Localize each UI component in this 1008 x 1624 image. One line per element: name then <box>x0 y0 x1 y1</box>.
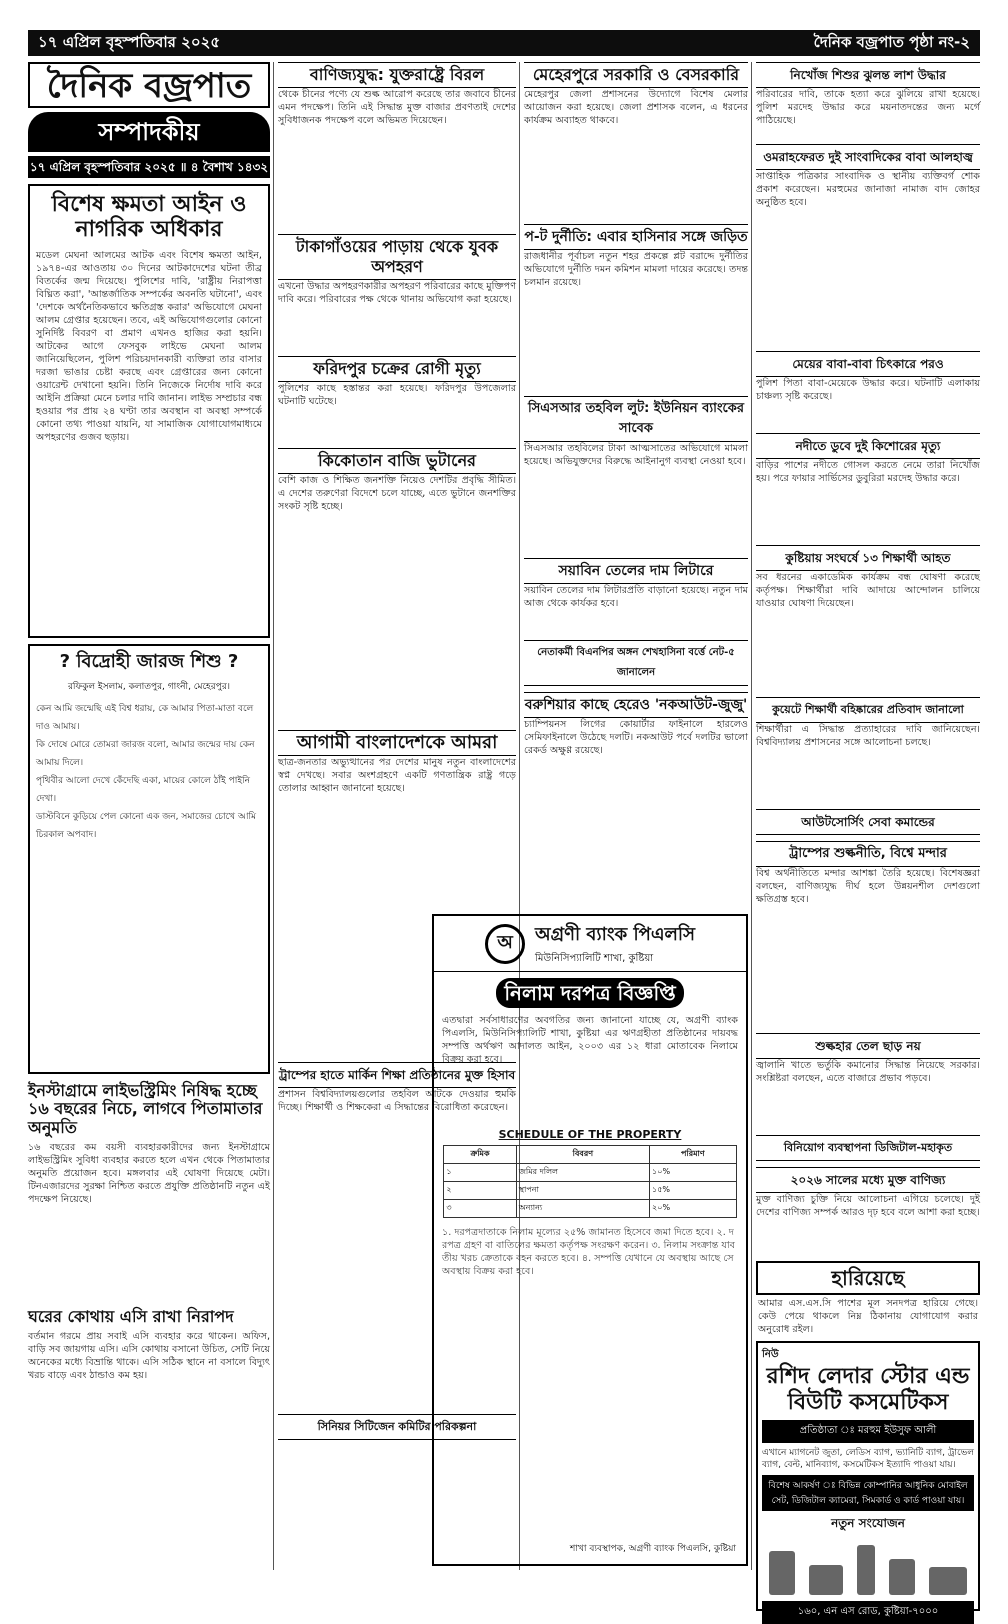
bank-ad-header <box>434 916 746 972</box>
schedule-cell: স্থাপনা <box>516 1182 649 1200</box>
kid-headline: নিখোঁজ শিশুর ঝুলন্ত লাশ উদ্ধার <box>756 62 980 88</box>
lost-notice-body: আমার এস.এস.সি পাশের মূল সনদপত্র হারিয়ে গেছে। কেউ পেয়ে থাকলে নিম্ন ঠিকানায় যোগাযোগ করার অনুরোধ রইল। <box>758 1298 978 1335</box>
outsource-headline: আউটসোর্সিং সেবা কমান্ডের <box>756 809 980 835</box>
schedule-header: ক্রমিক <box>444 1146 516 1164</box>
trump-edu-body: প্রশাসন বিশ্ববিদ্যালয়গুলোর তহবিল আটকে দেওয়ার হুমকি দিচ্ছে। শিক্ষার্থী ও শিক্ষকেরা এ সিদ্ধান্তের বিরোধিতা করেছেন। <box>278 1089 516 1113</box>
shop-address: ১৬০, এন এস রোড, কুষ্টিয়া-৭০০০ <box>762 1601 974 1624</box>
drown-body: বাড়ির পাশের নদীতে গোসল করতে নেমে তারা নিখোঁজ হয়। পরে ফায়ার সার্ভিসের ডুবুরিরা মরদেহ উদ্ধার করে। <box>756 460 980 484</box>
oil-body: সয়াবিন তেলের দাম লিটারপ্রতি বাড়ানো হয়েছে। নতুন দাম আজ থেকে কার্যকর হবে। <box>524 585 748 609</box>
ac-headline: ঘরের কোথায় এসি রাখা নিরাপদ <box>28 1307 234 1326</box>
alumni-headline: নেতাকর্মী বিএনপির অঙ্গন শেখহাসিনা বর্ত্তে নেট-৫ জানালেন <box>524 640 748 686</box>
student-headline: কুয়েটে শিক্ষার্থী বহিষ্কারের প্রতিবাদ জানালো <box>756 697 980 723</box>
shop-ad <box>756 1341 980 1617</box>
schedule-cell: ২০% <box>650 1200 737 1218</box>
faridpur-headline: ফরিদপুর চক্রের রোগী মৃত্যু <box>278 356 516 382</box>
camera-icon <box>809 1565 843 1595</box>
schedule-cell: ১ <box>444 1164 516 1182</box>
journalist-headline: ওমরাহফেরত দুই সাংবাদিকের বাবা আলহাজ্ব <box>756 144 980 170</box>
auction-notice-body: এতদ্বারা সর্বসাধারণের অবগতির জন্য জানানো যাচ্ছে যে, অগ্রণী ব্যাংক পিএলসি, মিউনিসিপ্যালিটি শাখা, কুষ্টিয়া এর ঋণগ্রহীতা প্রতিষ্ঠানের দায়বদ্ধ সম্পত্তি অর্থঋণ আদালত আইন, ২০০৩ এর ১২ ধারা মোতাবেক নিলামে বিক্রয় করা হবে। <box>442 1015 738 1065</box>
top-bar <box>28 30 980 56</box>
schedule-table <box>443 1145 736 1218</box>
bangladesh-headline: আগামী বাংলাদেশকে আমরা <box>278 730 516 756</box>
bank-csr-body: সিএসআর তহবিলের টাকা আত্মসাতের অভিযোগে মামলা হয়েছে। অভিযুক্তদের বিরুদ্ধে আইনানুগ ব্যবস্থা নেওয়া হবে। <box>524 443 748 467</box>
bank-ad-branch: মিউনিসিপ্যালিটি শাখা, কুষ্টিয়া <box>535 952 654 964</box>
bank-auction-ad <box>432 914 748 1566</box>
free-trade-body: মুক্ত বাণিজ্য চুক্তি নিয়ে আলোচনা এগিয়ে চলেছে। দুই দেশের বাণিজ্য সম্পর্ক আরও দৃঢ় হবে বলে আশা করা হচ্ছে। <box>756 1194 980 1218</box>
ac-body: বর্তমান গরমে প্রায় সবাই এসি ব্যবহার করে থাকেন। অফিস, বাড়ি সব জায়গায় এসি। এসি কোথায় বসানো উচিত, সেটি নিয়ে অনেকের মধ্যে বিভ্রান্তি থাকে। এসি সঠিক স্থানে না বসালে বিদ্যুৎ খরচ বাড়ে এবং ঠান্ডাও কম হয়। <box>28 1331 270 1382</box>
bank-ad-name: অগ্রণী ব্যাংক পিএলসি <box>535 923 695 945</box>
kidnap-body: এখনো উদ্ধার অপহরণকারীর অপহরণ পরিবারের কাছে মুক্তিপণ দাবি করে। পরিবারের পক্ষ থেকে থানায় অভিযোগ করা হয়েছে। <box>278 281 516 305</box>
editorial-headline: বিশেষ ক্ষমতা আইন ও নাগরিক অধিকার <box>51 192 247 243</box>
fuel-body: জ্বালানি খাতে ভর্তুকি কমানোর সিদ্ধান্ত নিয়েছে সরকার। সংশ্লিষ্টরা বলছেন, এতে বাজারে প্রভাব পড়বে। <box>756 1060 980 1084</box>
kikat-body: বেশি কাজ ও শিক্ষিত জনশক্তি নিয়েও দেশটির প্রবৃদ্ধি সীমিত। এ দেশের তরুণেরা বিদেশে চলে যাচ্ছে, এতে ভুটানে জনশক্তির সংকট সৃষ্টি হচ্ছে। <box>278 475 516 512</box>
trade-headline: বাণিজ্যযুদ্ধ: যুক্তরাষ্ট্রে বিরল <box>278 62 516 88</box>
editorial-date: ১৭ এপ্রিল বৃহস্পতিবার ২০২৫ ॥ ৪ বৈশাখ ১৪৩২ <box>28 156 270 178</box>
editorial-body: মডেল মেঘনা আলমের আটক এবং বিশেষ ক্ষমতা আইন, ১৯৭৪-এর আওতায় ৩০ দিনের আটকাদেশের ঘটনা তীব্র বিতর্কের জন্ম দিয়েছে। পুলিশের দাবি, 'রাষ্ট্রীয় নিরাপত্তা বিঘ্নিত করা', 'আন্তর্জাতিক সম্পর্কের অবনতি ঘটানো', এবং 'দেশকে অর্থনৈতিকভাবে ক্ষতিগ্রস্ত করার' অভিযোগে মেঘনা আলম গ্রেপ্তার হয়েছেন। তবে, এই অভিযোগগুলোর কোনো সুনির্দিষ্ট বিবরণ বা প্রমাণ এখনও হাজির করা হয়নি। আটকের আগে ফেসবুক লাইভে মেঘনা আলম জানিয়েছিলেন, পুলিশ পরিচয়দানকারী ব্যক্তিরা তার বাসার দরজা ভাঙার চেষ্টা করছে এবং গ্রেপ্তারের জন্য কোনো ওয়ারেন্ট দেখানো হয়নি। তিনি নিজেকে নির্দোষ দাবি করে আইনি প্রক্রিয়া মেনে চলার দাবি জানান। লাইভ সম্প্রচার বন্ধ হওয়ার পর প্রায় ২৪ ঘণ্টা তার অবস্থান বা অবস্থা সম্পর্কে কোনো তথ্য পাওয়া যায়নি, যা সামাজিক যোগাযোগমাধ্যমে অপহরণের গুজব ছড়ায়। <box>36 249 262 443</box>
schedule-cell: জমির দলিল <box>516 1164 649 1182</box>
schedule-header: বিবরণ <box>516 1146 649 1164</box>
meherpur-headline: মেহেরপুরে সরকারি ও বেসরকারি <box>524 62 748 88</box>
journalist-body: সাপ্তাহিক পত্রিকার সাংবাদিক ও স্থানীয় ব্যক্তিবর্গ শোক প্রকাশ করেছেন। মরহুমের জানাজা নামাজ বাদ জোহর অনুষ্ঠিত হবে। <box>756 171 980 208</box>
masthead-title: দৈনিক বজ্রপাত <box>28 62 270 108</box>
shop-special: বিশেষ আকর্ষণ ঃ বিভিন্ন কোম্পানির আধুনিক মোবাইল সেট, ডিজিটাল ক্যামেরা, সিমকার্ড ও কার্ড পাওয়া যায়। <box>762 1475 974 1511</box>
kidnap-headline: টাকাগাঁওয়ের পাড়ায় থেকে যুবক অপহরণ <box>278 234 516 280</box>
poem-title: ? বিদ্রোহী জারজ শিশু ? <box>59 651 239 672</box>
schedule-cell: ১৫% <box>650 1182 737 1200</box>
column-1 <box>28 62 270 1478</box>
phone-icon <box>769 1551 795 1595</box>
faridpur-body: পুলিশের কাছে হস্তান্তর করা হয়েছে। ফরিদপুর উপজেলার ঘটনাটি ঘটেছে। <box>278 383 516 407</box>
bank-logo-icon: অ <box>485 924 525 964</box>
shop-name: রশিদ লেদার স্টোর এন্ড বিউটি কসমেটিকস <box>766 1364 970 1415</box>
auction-notice-title: নিলাম দরপত্র বিজ্ঞপ্তি <box>496 978 683 1008</box>
shop-product-images <box>762 1539 974 1595</box>
senior-committee-headline: সিনিয়র সিটিজেন কমিটির পরিকল্পনা <box>278 1414 516 1440</box>
table-row <box>444 1164 736 1182</box>
student-body: শিক্ষার্থীরা এ সিদ্ধান্ত প্রত্যাহারের দাবি জানিয়েছেন। বিশ্ববিদ্যালয় প্রশাসনের সঙ্গে আলোচনা চলছে। <box>756 724 980 748</box>
shop-new-items: নতুন সংযোজন <box>831 1516 905 1530</box>
trump-tariff-headline: ট্রাম্পের শুল্কনীতি, বিশ্বে মন্দার <box>756 841 980 867</box>
instagram-article <box>28 1082 270 1302</box>
lost-notice-title: হারিয়েছে <box>756 1261 980 1295</box>
schedule-title: SCHEDULE OF THE PROPERTY <box>498 1128 682 1141</box>
bank-csr-headline: সিএসআর তহবিল লুট: ইউনিয়ন ব্যাংকের সাবেক <box>524 396 748 442</box>
investment-headline: বিনিয়োগ ব্যবস্থাপনা ডিজিটাল-মহাকৃত <box>756 1135 980 1161</box>
kikat-headline: কিকোতান বাজি ভুটানের <box>278 448 516 474</box>
mother-body: পুলিশ পিতা বাবা-মেয়েকে উদ্ধার করে। ঘটনাটি এলাকায় চাঞ্চল্য সৃষ্টি করেছে। <box>756 378 980 402</box>
football-headline: বরুশিয়ার কাছে হেরেও 'নকআউট-জুজু' <box>524 692 748 718</box>
poem-lines: কেন আমি জন্মেছি এই বিশ্ব ধরায়, কে আমার পিতা-মাতা বলে দাও আমায়। কি দোষে মোরে তোমরা জারজ বলো, আমার জন্মের দায় কেন আমায় দিলে। পৃথিবীর আলো দেখে কেঁদেছি একা, মায়ের কোলে ঠাঁই পাইনি দেখা। ডাস্টবিনে কুড়িয়ে পেল কোনো এক জন, সমাজের চোখে আমি চিরকাল অপবাদ। <box>36 703 257 840</box>
schedule-cell: ২ <box>444 1182 516 1200</box>
poem-author: রফিকুল ইসলাম, কলাতপুর, গাংনী, মেহেরপুর। <box>67 681 231 692</box>
instagram-body: ১৬ বছরের কম বয়সী ব্যবহারকারীদের জন্য ইনস্টাগ্রামে লাইভস্ট্রিমিং সুবিধা ব্যবহার করতে হলে এখন থেকে পিতামাতার অনুমতি প্রয়োজন হবে। মঙ্গলবার এই ঘোষণা দিয়েছে মেটা। টিনএজারদের সুরক্ষা নিশ্চিত করতে প্রযুক্তি প্রতিষ্ঠানটি নতুন এই পদক্ষেপ নিয়েছে। <box>28 1142 270 1206</box>
kid-body: পরিবারের দাবি, তাকে হত্যা করে ঝুলিয়ে রাখা হয়েছে। পুলিশ মরদেহ উদ্ধার করে ময়নাতদন্তের জন্য মর্গে পাঠিয়েছে। <box>756 89 980 126</box>
mother-headline: মেয়ের বাবা-বাবা চিৎকারে পরও <box>756 351 980 377</box>
table-row <box>444 1182 736 1200</box>
newspaper-page <box>28 62 980 1617</box>
top-bar-date: ১৭ এপ্রিল বৃহস্পতিবার ২০২৫ <box>38 32 221 51</box>
football-body: চ্যাম্পিয়নস লিগের কোয়ার্টার ফাইনালে হারলেও সেমিফাইনালে উঠেছে দলটি। নকআউট পর্বে দলটির ভালো রেকর্ড অক্ষুণ্ণ রয়েছে। <box>524 719 748 756</box>
clash-body: সব ধরনের একাডেমিক কার্যক্রম বন্ধ ঘোষণা করেছে কর্তৃপক্ষ। শিক্ষার্থীরা দাবি আদায়ে আন্দোলন চালিয়ে যাওয়ার ঘোষণা দিয়েছেন। <box>756 572 980 609</box>
schedule-cell: ১০% <box>650 1164 737 1182</box>
table-row <box>444 1200 736 1218</box>
instagram-headline: ইনস্টাগ্রামে লাইভস্ট্রিমিং নিষিদ্ধ হচ্ছে ১৬ বছরের নিচে, লাগবে পিতামাতার অনুমতি <box>28 1081 263 1137</box>
bangladesh-body: ছাত্র-জনতার অভ্যুত্থানের পর দেশের মানুষ নতুন বাংলাদেশের স্বপ্ন দেখছে। সবার অংশগ্রহণে একটি গণতান্ত্রিক রাষ্ট্র গড়ে তোলার আহ্বান জানানো হয়েছে। <box>278 757 516 794</box>
column-3 <box>524 62 748 948</box>
shop-new-label: নিউ <box>762 1349 779 1360</box>
trump-edu-headline: ট্রাম্পের হাতে মার্কিন শিক্ষা প্রতিষ্ঠানের মুক্ত হিসাব <box>278 1062 516 1088</box>
top-bar-page: দৈনিক বজ্রপাত পৃষ্ঠা নং-২ <box>813 32 970 51</box>
column-4 <box>756 62 980 1617</box>
schedule-header: পরিমাণ <box>650 1146 737 1164</box>
shop-body: এখানে ম্যাগনেট জুতা, লেডিস ব্যাগ, ভ্যানিটি ব্যাগ, ট্রাভেল ব্যাগ, বেল্ট, মানিব্যাগ, কসমেটিকস ইত্যাদি পাওয়া যায়। <box>762 1448 974 1470</box>
poem-box <box>28 644 270 1074</box>
clash-headline: কুষ্টিয়ায় সংঘর্ষে ১৩ শিক্ষার্থী আহত <box>756 545 980 571</box>
drown-headline: নদীতে ডুবে দুই কিশোরের মৃত্যু <box>756 433 980 459</box>
shop-founder: প্রতিষ্ঠাতা ঃ মরহুম ইউসুফ আলী <box>762 1420 974 1443</box>
ac-article <box>28 1308 270 1478</box>
fuel-headline: শুল্কহার তেল ছাড় নয় <box>756 1033 980 1059</box>
schedule-cell: ৩ <box>444 1200 516 1218</box>
trade-body: থেকে চীনের পণ্যে যে শুল্ক আরোপ করেছে তার জবাবে চীনের এমন পদক্ষেপ। তিনি এই সিদ্ধান্ত মুক্ত বাজার প্রবণতাই দেশের সুবিধাজনক পদক্ষেপ বলে অভিমত দিয়েছেন। <box>278 89 516 126</box>
free-trade-headline: ২০২৬ সালের মধ্যে মুক্ত বাণিজ্য <box>756 1167 980 1193</box>
oil-headline: সয়াবিন তেলের দাম লিটারে <box>524 558 748 584</box>
bag-icon <box>889 1559 915 1595</box>
trump-tariff-body: বিশ্ব অর্থনীতিতে মন্দার আশঙ্কা তৈরি হয়েছে। বিশেষজ্ঞরা বলছেন, বাণিজ্যযুদ্ধ দীর্ঘ হলে উন্নয়নশীল দেশগুলো ক্ষতিগ্রস্ত হবে। <box>756 868 980 905</box>
auction-signature: শাখা ব্যবস্থাপক, অগ্রণী ব্যাংক পিএলসি, কুষ্টিয়া <box>570 1544 736 1554</box>
bottle-icon <box>857 1545 875 1595</box>
editorial-banner: সম্পাদকীয় <box>28 112 270 152</box>
schedule-cell: অন্যান্য <box>516 1200 649 1218</box>
auction-terms-filler: ১. দরপত্রদাতাকে নিলাম মূল্যের ২৫% জামানত হিসেবে জমা দিতে হবে। ২. দরপত্র গ্রহণ বা বাতিলের ক্ষমতা কর্তৃপক্ষ সংরক্ষণ করেন। ৩. নিলাম সংক্রান্ত যাবতীয় খরচ ক্রেতাকে বহন করতে হবে। ৪. সম্পত্তি যেখানে যে অবস্থায় আছে সে অবস্থায় বিক্রয় করা হবে। <box>442 1227 736 1277</box>
editorial-box <box>28 184 270 638</box>
meherpur-body: মেহেরপুর জেলা প্রশাসনের উদ্যোগে বিশেষ মেলার আয়োজন করা হয়েছে। জেলা প্রশাসক বলেন, এ ধরনের কার্যক্রম অব্যাহত থাকবে। <box>524 89 748 126</box>
plot-headline: প-ট দুর্নীতি: এবার হাসিনার সঙ্গে জড়িত <box>524 224 748 250</box>
plot-body: রাজধানীর পূর্বাচল নতুন শহর প্রকল্পে প্লট বরাদ্দে দুর্নীতির অভিযোগে দুর্নীতি দমন কমিশন মামলা দায়ের করেছে। তদন্ত চলমান রয়েছে। <box>524 251 748 288</box>
shoe-icon <box>929 1567 967 1595</box>
